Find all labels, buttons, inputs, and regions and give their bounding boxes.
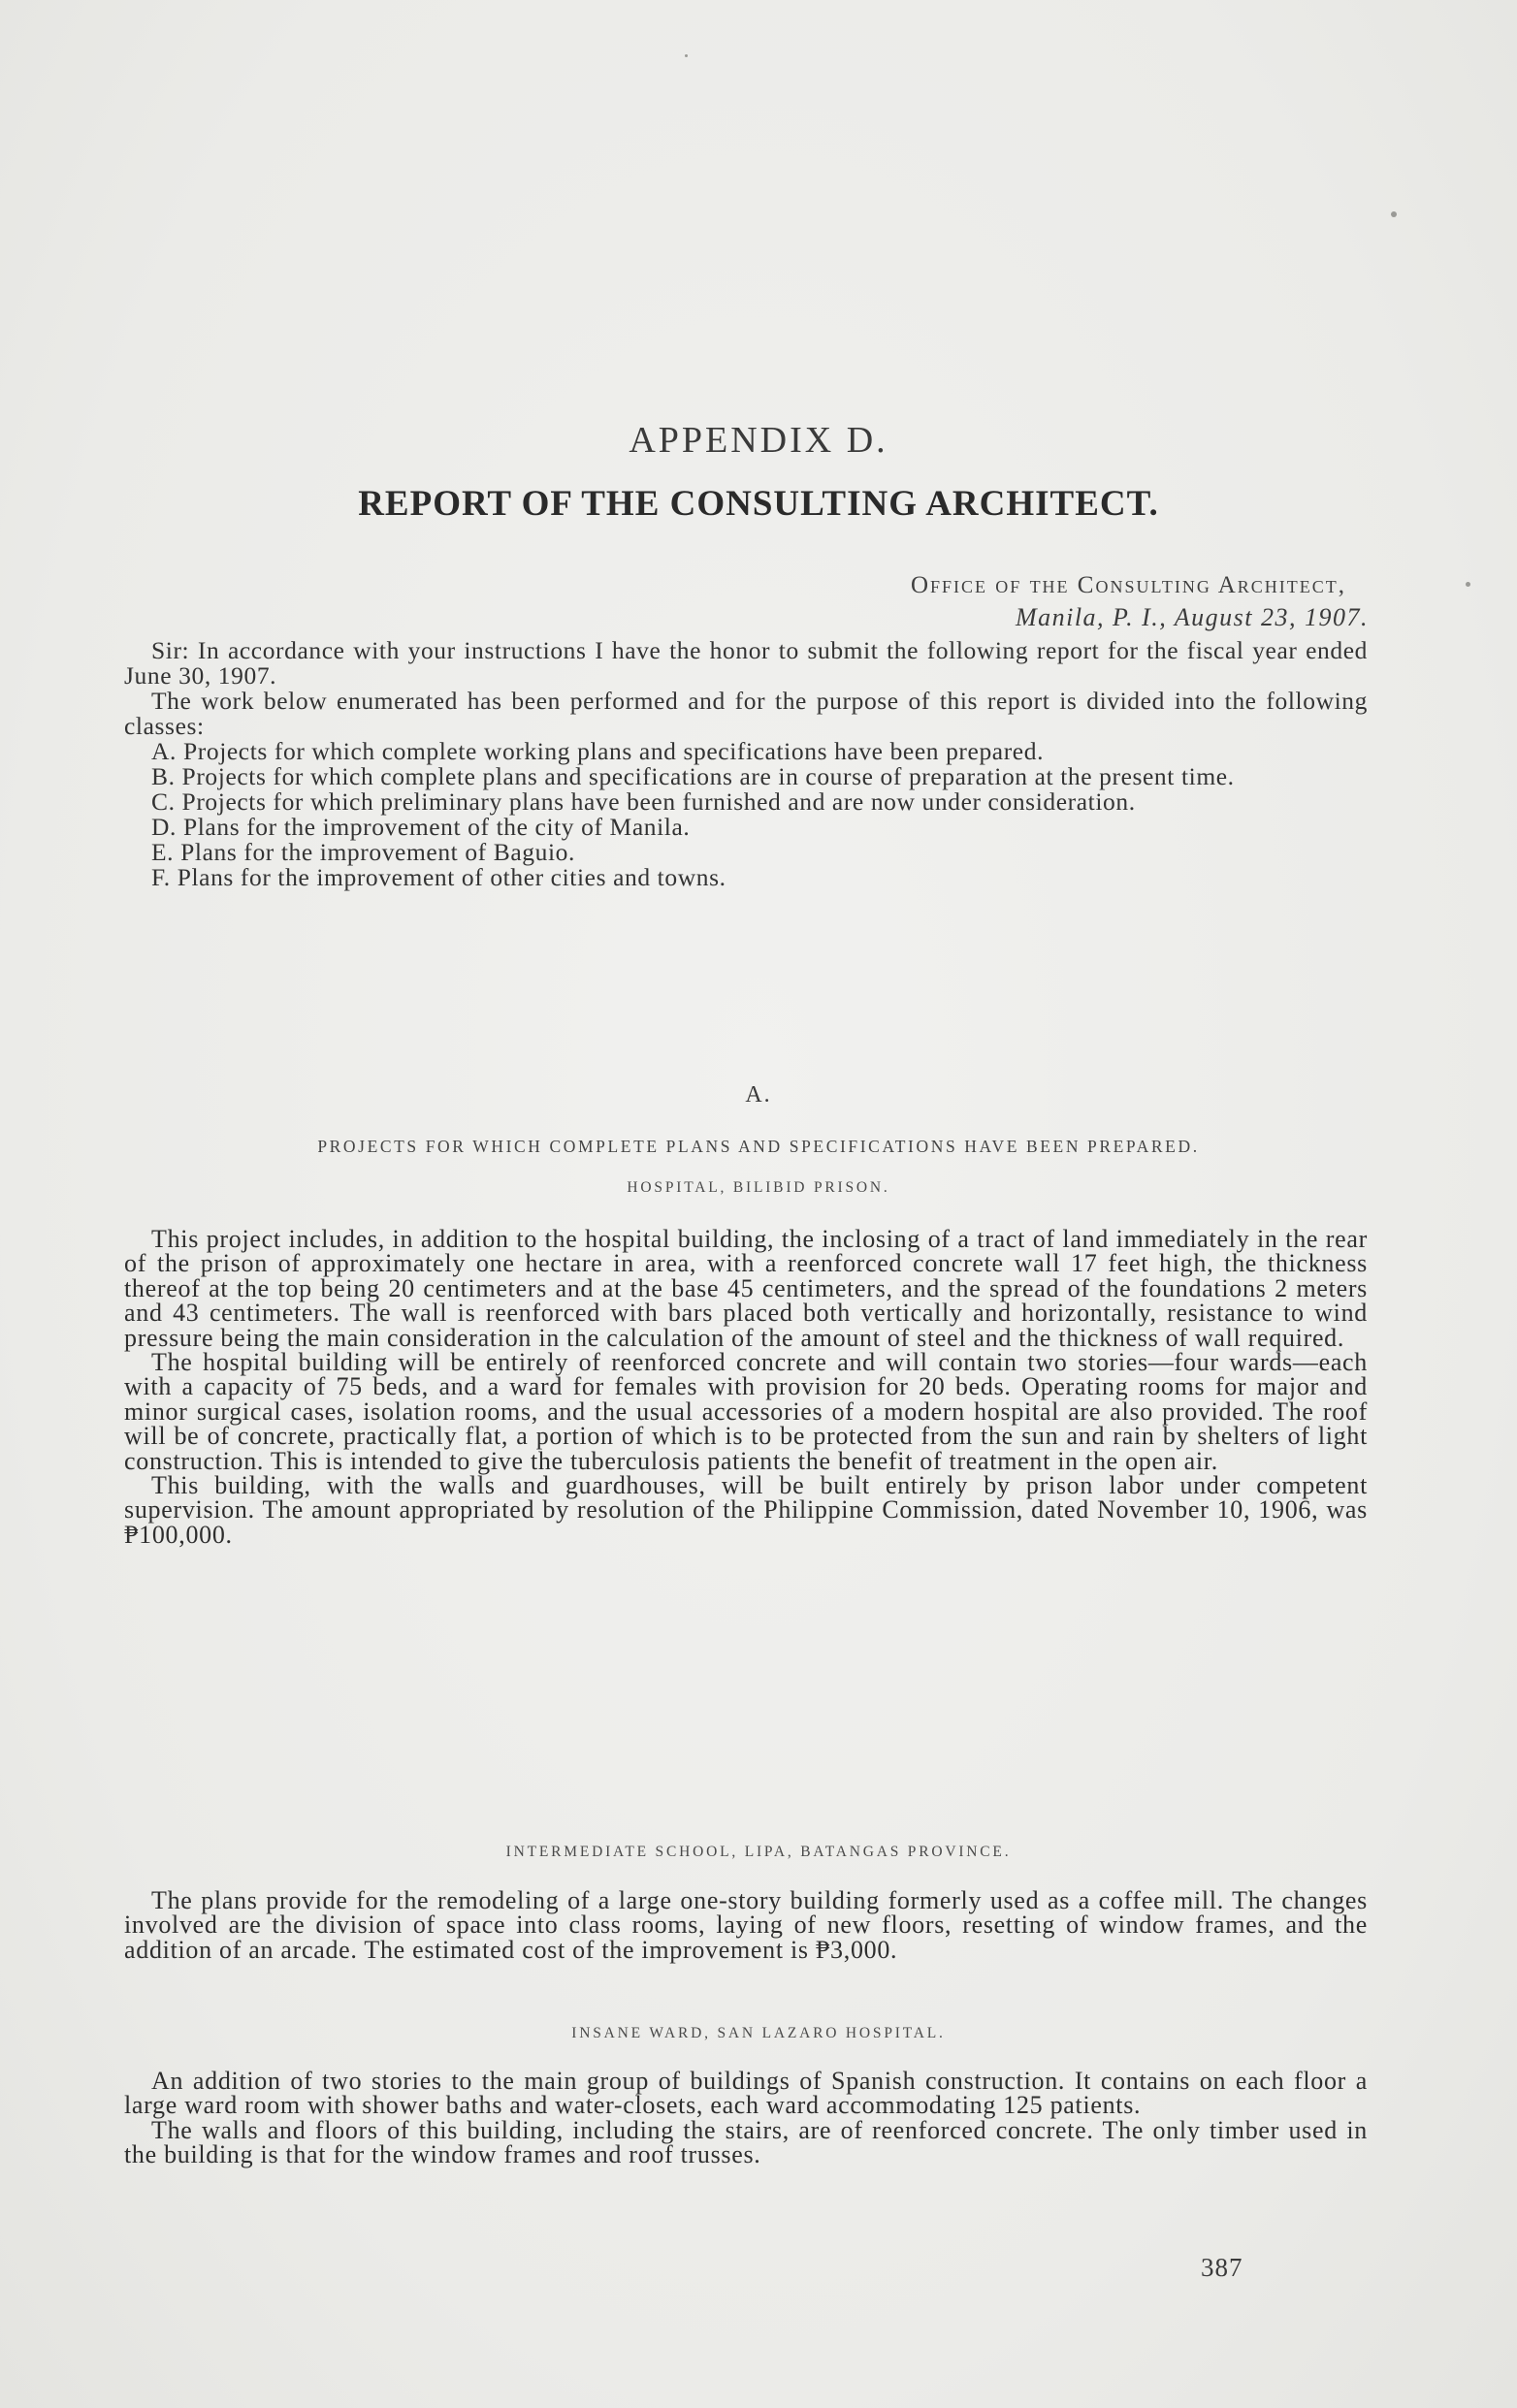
letter-body <box>124 638 1368 890</box>
subsection-heading-school: INTERMEDIATE SCHOOL, LIPA, BATANGAS PROVINCE. <box>505 1844 1012 1860</box>
salutation-paragraph: Sir: In accordance with your instructions I have the honor to submit the following report for the fiscal year ended June 30, 1907. <box>124 636 1368 690</box>
paragraph: The hospital building will be entirely of reenforced concrete and will contain two stories—four wards—each with a capacity of 75 beds, and a ward for females with provision for 20 beds. Operating rooms for major and minor surgical cases, isolation rooms, and the usual accessories of a modern hospital are also provided. The roof will be of concrete, practically flat, a portion of which is to be protected from the sun and rain by shelters of light construction. This is intended to give the tuberculosis patients the benefit of treatment in the open air. <box>124 1348 1368 1475</box>
subsection-heading-insane-ward: INSANE WARD, SAN LAZARO HOSPITAL. <box>571 2025 946 2041</box>
class-item: F. Plans for the improvement of other cities and towns. <box>151 863 726 891</box>
class-item: D. Plans for the improvement of the city of Manila. <box>151 813 691 841</box>
class-item: B. Projects for which complete plans and specifications are in course of preparation at the present time. <box>151 762 1235 790</box>
paragraph: The plans provide for the remodeling of a large one-story building formerly used as a coffee mill. The changes involved are the division of space into class rooms, laying of new floors, resetting of window frames, and the addition of an arcade. The estimated cost of the improvement is ₱3,000. <box>124 1886 1368 1964</box>
insane-ward-text <box>124 2069 1368 2167</box>
paragraph: This project includes, in addition to the hospital building, the inclosing of a tract of land immediately in the rear of the prison of approximately one hectare in area, with a reenforced concrete wall 17 feet high, the thickness thereof at the top being 20 centimeters and at the base 45 centimeters, and the spread of the foundations 2 meters and 43 centimeters. The wall is reenforced with bars placed both vertically and horizontally, resistance to wind pressure being the main consideration in the calculation of the amount of steel and the thickness of wall required. <box>124 1225 1368 1352</box>
intro-paragraph: The work below enumerated has been performed and for the purpose of this report is divided into the following classes: <box>124 687 1368 740</box>
dust-speck <box>1466 582 1470 587</box>
paragraph: The walls and floors of this building, including the stairs, are of reenforced concrete. The only timber used in the building is that for the window frames and roof trusses. <box>124 2115 1368 2169</box>
dust-speck <box>685 54 688 57</box>
paragraph: This building, with the walls and guardhouses, will be built entirely by prison labor under competent supervision. The amount appropriated by resolution of the Philippine Commission, dated November 10, 1906, was ₱100,000. <box>124 1471 1368 1549</box>
hospital-text <box>124 1227 1368 1547</box>
class-item: A. Projects for which complete working plans and specifications have been prepared. <box>151 737 1045 765</box>
dust-speck <box>1391 211 1397 217</box>
page-number: 387 <box>1201 2253 1243 2282</box>
paragraph: An addition of two stories to the main group of buildings of Spanish construction. It contains on each floor a large ward room with shower baths and water-closets, each ward accommodating 125 patients. <box>124 2067 1368 2120</box>
subsection-heading-hospital: HOSPITAL, BILIBID PRISON. <box>627 1179 890 1196</box>
class-item: C. Projects for which preliminary plans have been furnished and are now under consideration. <box>151 787 1136 816</box>
report-title: REPORT OF THE CONSULTING ARCHITECT. <box>358 484 1159 524</box>
office-line: Office of the Consulting Architect, <box>910 572 1346 598</box>
appendix-heading: APPENDIX D. <box>629 420 888 461</box>
section-heading: PROJECTS FOR WHICH COMPLETE PLANS AND SPECIFICATIONS HAVE BEEN PREPARED. <box>317 1137 1200 1156</box>
section-letter: A. <box>745 1082 772 1108</box>
class-item: E. Plans for the improvement of Baguio. <box>151 838 575 866</box>
dateline: Manila, P. I., August 23, 1907. <box>1015 603 1369 631</box>
school-text <box>124 1888 1368 1962</box>
